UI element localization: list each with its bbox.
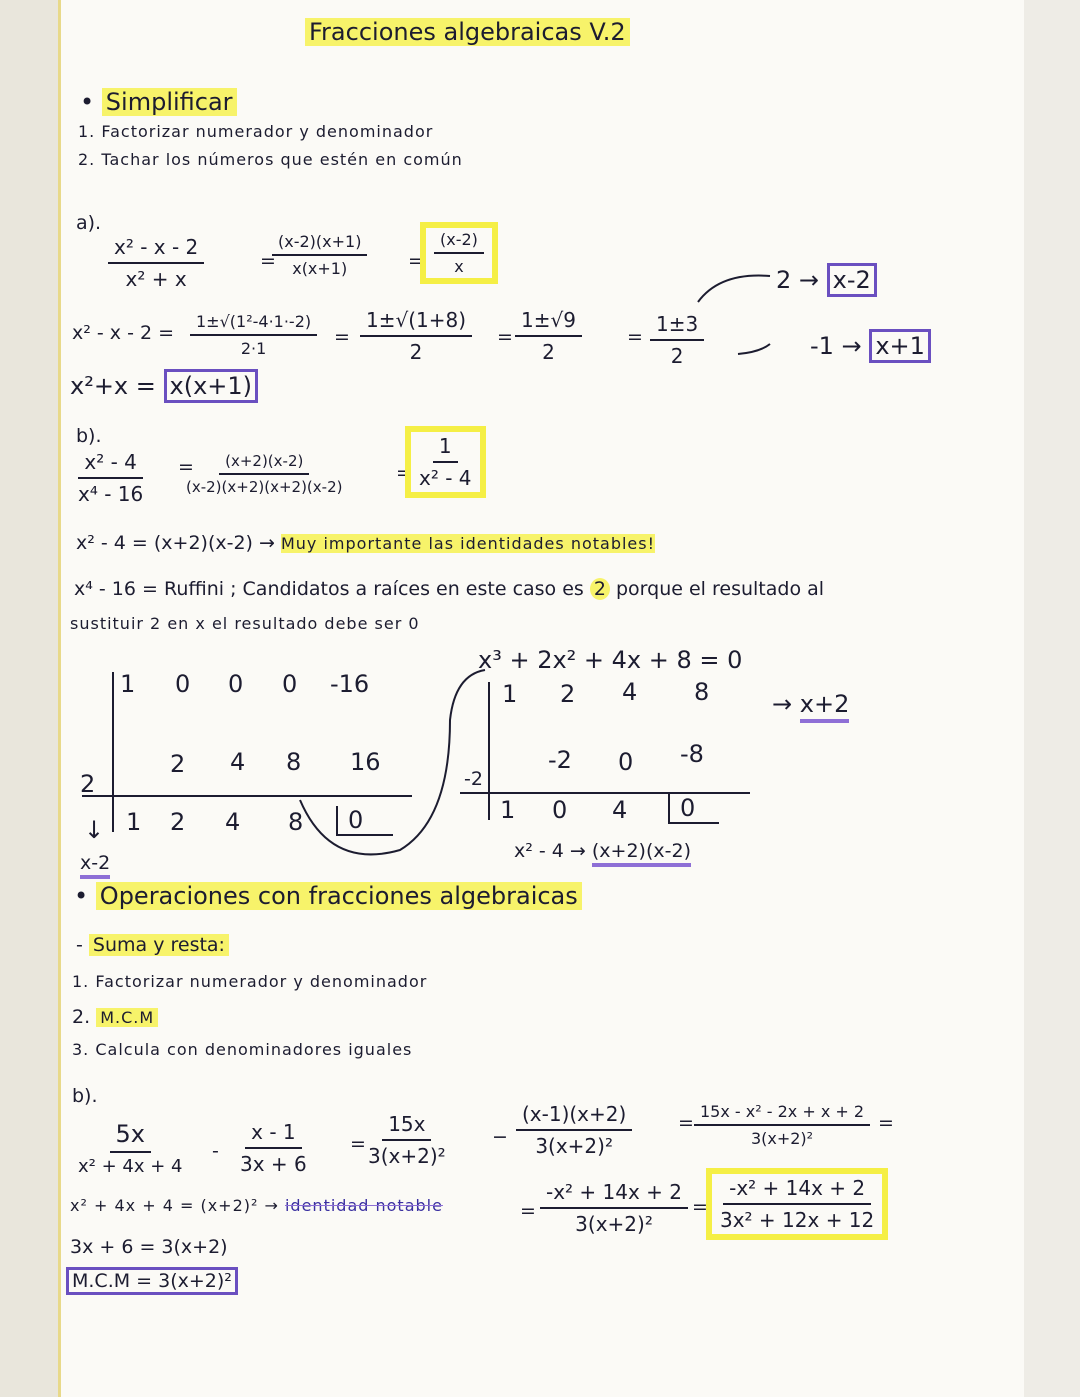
ruffini1-root: 2 — [80, 770, 96, 798]
result-b-highlighted — [405, 426, 486, 498]
math-text: 1±√9 — [515, 308, 582, 337]
op-result-highlighted — [706, 1168, 888, 1240]
step-1: 1. Factorizar numerador y denominador — [78, 122, 434, 141]
math-text: x — [454, 257, 464, 276]
math-text: 1±√(1+8) — [360, 308, 472, 337]
math-text: 3x² + 12x + 12 — [720, 1208, 875, 1232]
fraction-b1 — [78, 450, 143, 506]
math-text: 1 — [120, 670, 136, 698]
example-a-label: a). — [76, 212, 102, 234]
math-text: x² + 4x + 4 — [78, 1156, 183, 1177]
math-text: x(x+1) — [292, 259, 348, 278]
math-text: = — [692, 1196, 708, 1218]
quadratic-step-2 — [360, 308, 472, 364]
math-text: 2 — [590, 578, 610, 600]
math-text: 1 — [126, 808, 142, 836]
math-text: 0 — [228, 670, 244, 698]
math-text: x² - 4 — [78, 450, 143, 479]
math-text: 1 — [433, 434, 458, 463]
subheading-suma-resta: - Suma y resta: — [76, 934, 229, 956]
math-text: (x-2)(x+2)(x+2)(x-2) — [186, 478, 343, 496]
math-text: M.C.M = 3(x+2)² — [66, 1267, 238, 1295]
math-text: − — [492, 1126, 508, 1148]
fraction-b2 — [186, 452, 342, 496]
math-text: 8 — [288, 808, 304, 836]
root-2 — [810, 332, 931, 360]
math-text: 5x — [110, 1120, 151, 1153]
math-text: Muy importante las identidades notables! — [280, 534, 656, 553]
math-text: (x-1)(x+2) — [516, 1102, 632, 1131]
op-factor-denominator: 3x + 6 = 3(x+2) — [70, 1236, 228, 1258]
quadratic-step-3 — [515, 308, 582, 364]
math-text — [738, 344, 770, 354]
math-text: 4 — [225, 808, 241, 836]
math-text: -2 — [548, 746, 572, 774]
math-text: identidad notable — [284, 1196, 443, 1215]
math-text: 0 — [618, 748, 634, 776]
ruffini1-factor — [80, 852, 110, 874]
math-text: 8 — [286, 748, 302, 776]
math-text: x-2 — [827, 263, 877, 297]
equals: = — [408, 250, 424, 272]
math-text: x⁴ - 16 = Ruffini ; Candidatos a raíces en este caso es — [74, 578, 584, 600]
math-text: Suma y resta: — [89, 934, 229, 956]
math-text: 2 — [560, 680, 576, 708]
paper-edge-right — [1024, 0, 1080, 1397]
ruffini2-factor — [772, 690, 849, 718]
root-1 — [776, 266, 877, 294]
math-text: 3(x+2)² — [750, 1129, 814, 1148]
math-text: x+1 — [869, 329, 931, 363]
math-text: (x+2)(x-2) — [592, 840, 691, 867]
op-step-1: 1. Factorizar numerador y denominador — [72, 972, 428, 991]
math-text: = — [178, 456, 194, 478]
fraction-a1 — [108, 235, 204, 291]
math-text: = — [520, 1200, 536, 1222]
math-text: Simplificar — [102, 88, 237, 116]
math-text: (x+2)(x-2) — [219, 452, 309, 475]
math-text: x² - 4 → — [514, 840, 586, 862]
math-text: (x-2) — [434, 230, 484, 254]
minus-sign: - — [212, 1140, 219, 1162]
math-text: = — [497, 326, 513, 348]
math-text: x²+x = — [70, 372, 156, 400]
math-text: 4 — [622, 678, 638, 706]
quadratic-step-1 — [190, 312, 317, 358]
math-text: 1 — [500, 796, 516, 824]
op-step-2 — [72, 1006, 158, 1028]
math-text: -x² + 14x + 2 — [540, 1180, 688, 1209]
math-text: 15x - x² - 2x + x + 2 — [694, 1102, 870, 1126]
math-text: = — [350, 1133, 366, 1155]
math-text — [488, 682, 490, 820]
note-identities — [76, 532, 655, 554]
math-text: 1±√(1²-4·1·-2) — [190, 312, 317, 336]
math-text: 0 — [175, 670, 191, 698]
math-text: M.C.M — [96, 1008, 158, 1027]
math-text: 3(x+2)² — [535, 1134, 613, 1158]
math-text: 0 — [552, 796, 568, 824]
math-text: = — [678, 1112, 694, 1134]
math-text: (x-2)(x+1) — [272, 232, 367, 256]
page-title — [305, 18, 630, 46]
math-text: Fracciones algebraicas V.2 — [305, 18, 630, 46]
op-fraction-2 — [240, 1120, 307, 1176]
math-text: 2·1 — [240, 339, 267, 358]
math-text: = — [627, 326, 643, 348]
math-text: 2 — [170, 750, 186, 778]
result-a-highlighted — [420, 222, 498, 284]
note-substitute: sustituir 2 en x el resultado debe ser 0 — [70, 614, 420, 633]
math-text: x² - 4 — [419, 466, 472, 490]
equals: = — [260, 250, 276, 272]
math-text: x+2 — [800, 690, 850, 723]
math-text: 4 — [230, 748, 246, 776]
math-text — [698, 276, 770, 302]
math-text: = — [878, 1112, 894, 1134]
math-text: x⁴ - 16 — [78, 482, 144, 506]
math-text: → — [772, 690, 793, 718]
math-text — [300, 670, 485, 854]
math-text: x - 1 — [245, 1120, 302, 1149]
paper-edge-left — [0, 0, 61, 1397]
factor-denominator — [70, 372, 258, 400]
math-text — [112, 672, 114, 832]
math-text: -16 — [330, 670, 370, 698]
section-heading-operaciones: • Operaciones con fracciones algebraicas — [74, 882, 582, 910]
quadratic-lhs: x² - x - 2 = — [72, 322, 175, 344]
op-fraction-6 — [540, 1180, 688, 1236]
math-text: 1 — [502, 680, 518, 708]
math-text: porque el resultado al — [616, 578, 825, 600]
section-heading-simplificar: • Simplificar — [80, 88, 237, 116]
math-text: 0 — [668, 794, 719, 824]
math-text: ↓ — [84, 816, 105, 844]
fraction-a2 — [272, 232, 367, 278]
math-text: x² - x - 2 — [108, 235, 204, 264]
example-b-label: b). — [76, 425, 102, 447]
arrows — [690, 262, 780, 362]
math-text: x-2 — [80, 852, 110, 879]
math-text: 0 — [336, 806, 393, 836]
math-text: -x² + 14x + 2 — [723, 1176, 871, 1205]
math-text: 3(x+2)² — [575, 1212, 653, 1236]
op-mcm-result — [66, 1270, 238, 1292]
math-text: 2. — [72, 1006, 91, 1028]
math-text: 3(x+2)² — [368, 1144, 446, 1168]
op-example-b-label: b). — [72, 1085, 98, 1107]
math-text: 2 → — [776, 266, 820, 294]
ruffini2-root: -2 — [464, 768, 483, 790]
math-text: = — [396, 462, 412, 484]
math-text: 2 — [670, 344, 684, 368]
math-text: 2 — [409, 340, 423, 364]
math-text: 2 — [170, 808, 186, 836]
math-text: x² + 4x + 4 = (x+2)² → — [70, 1196, 279, 1215]
curved-arrow — [290, 660, 490, 890]
math-text: x² + x — [125, 267, 187, 291]
math-text: x(x+1) — [164, 369, 259, 403]
ruffini2-remainder — [514, 840, 691, 862]
math-text: 0 — [282, 670, 298, 698]
math-text: -1 → — [810, 332, 862, 360]
math-text: -8 — [680, 740, 704, 768]
math-text: 4 — [612, 796, 628, 824]
math-text: 1±3 — [650, 312, 704, 341]
op-fraction-1 — [78, 1120, 182, 1177]
op-step-3: 3. Calcula con denominadores iguales — [72, 1040, 413, 1059]
math-text: x² - 4 = (x+2)(x-2) → — [76, 532, 275, 554]
step-2: 2. Tachar los números que estén en común — [78, 150, 463, 169]
math-text: 16 — [350, 748, 381, 776]
math-text: 15x — [382, 1112, 431, 1141]
math-text: Operaciones con fracciones algebraicas — [96, 882, 582, 910]
math-text: 8 — [694, 678, 710, 706]
math-text: 3x + 6 — [240, 1152, 307, 1176]
ruffini2-polynomial: x³ + 2x² + 4x + 8 = 0 — [478, 646, 743, 674]
note-ruffini — [74, 578, 824, 600]
math-text: 2 — [542, 340, 555, 364]
op-fraction-4 — [516, 1102, 632, 1158]
math-text: = — [334, 326, 350, 348]
op-fraction-5 — [694, 1102, 870, 1148]
op-fraction-3 — [368, 1112, 446, 1168]
op-identity — [70, 1196, 443, 1215]
